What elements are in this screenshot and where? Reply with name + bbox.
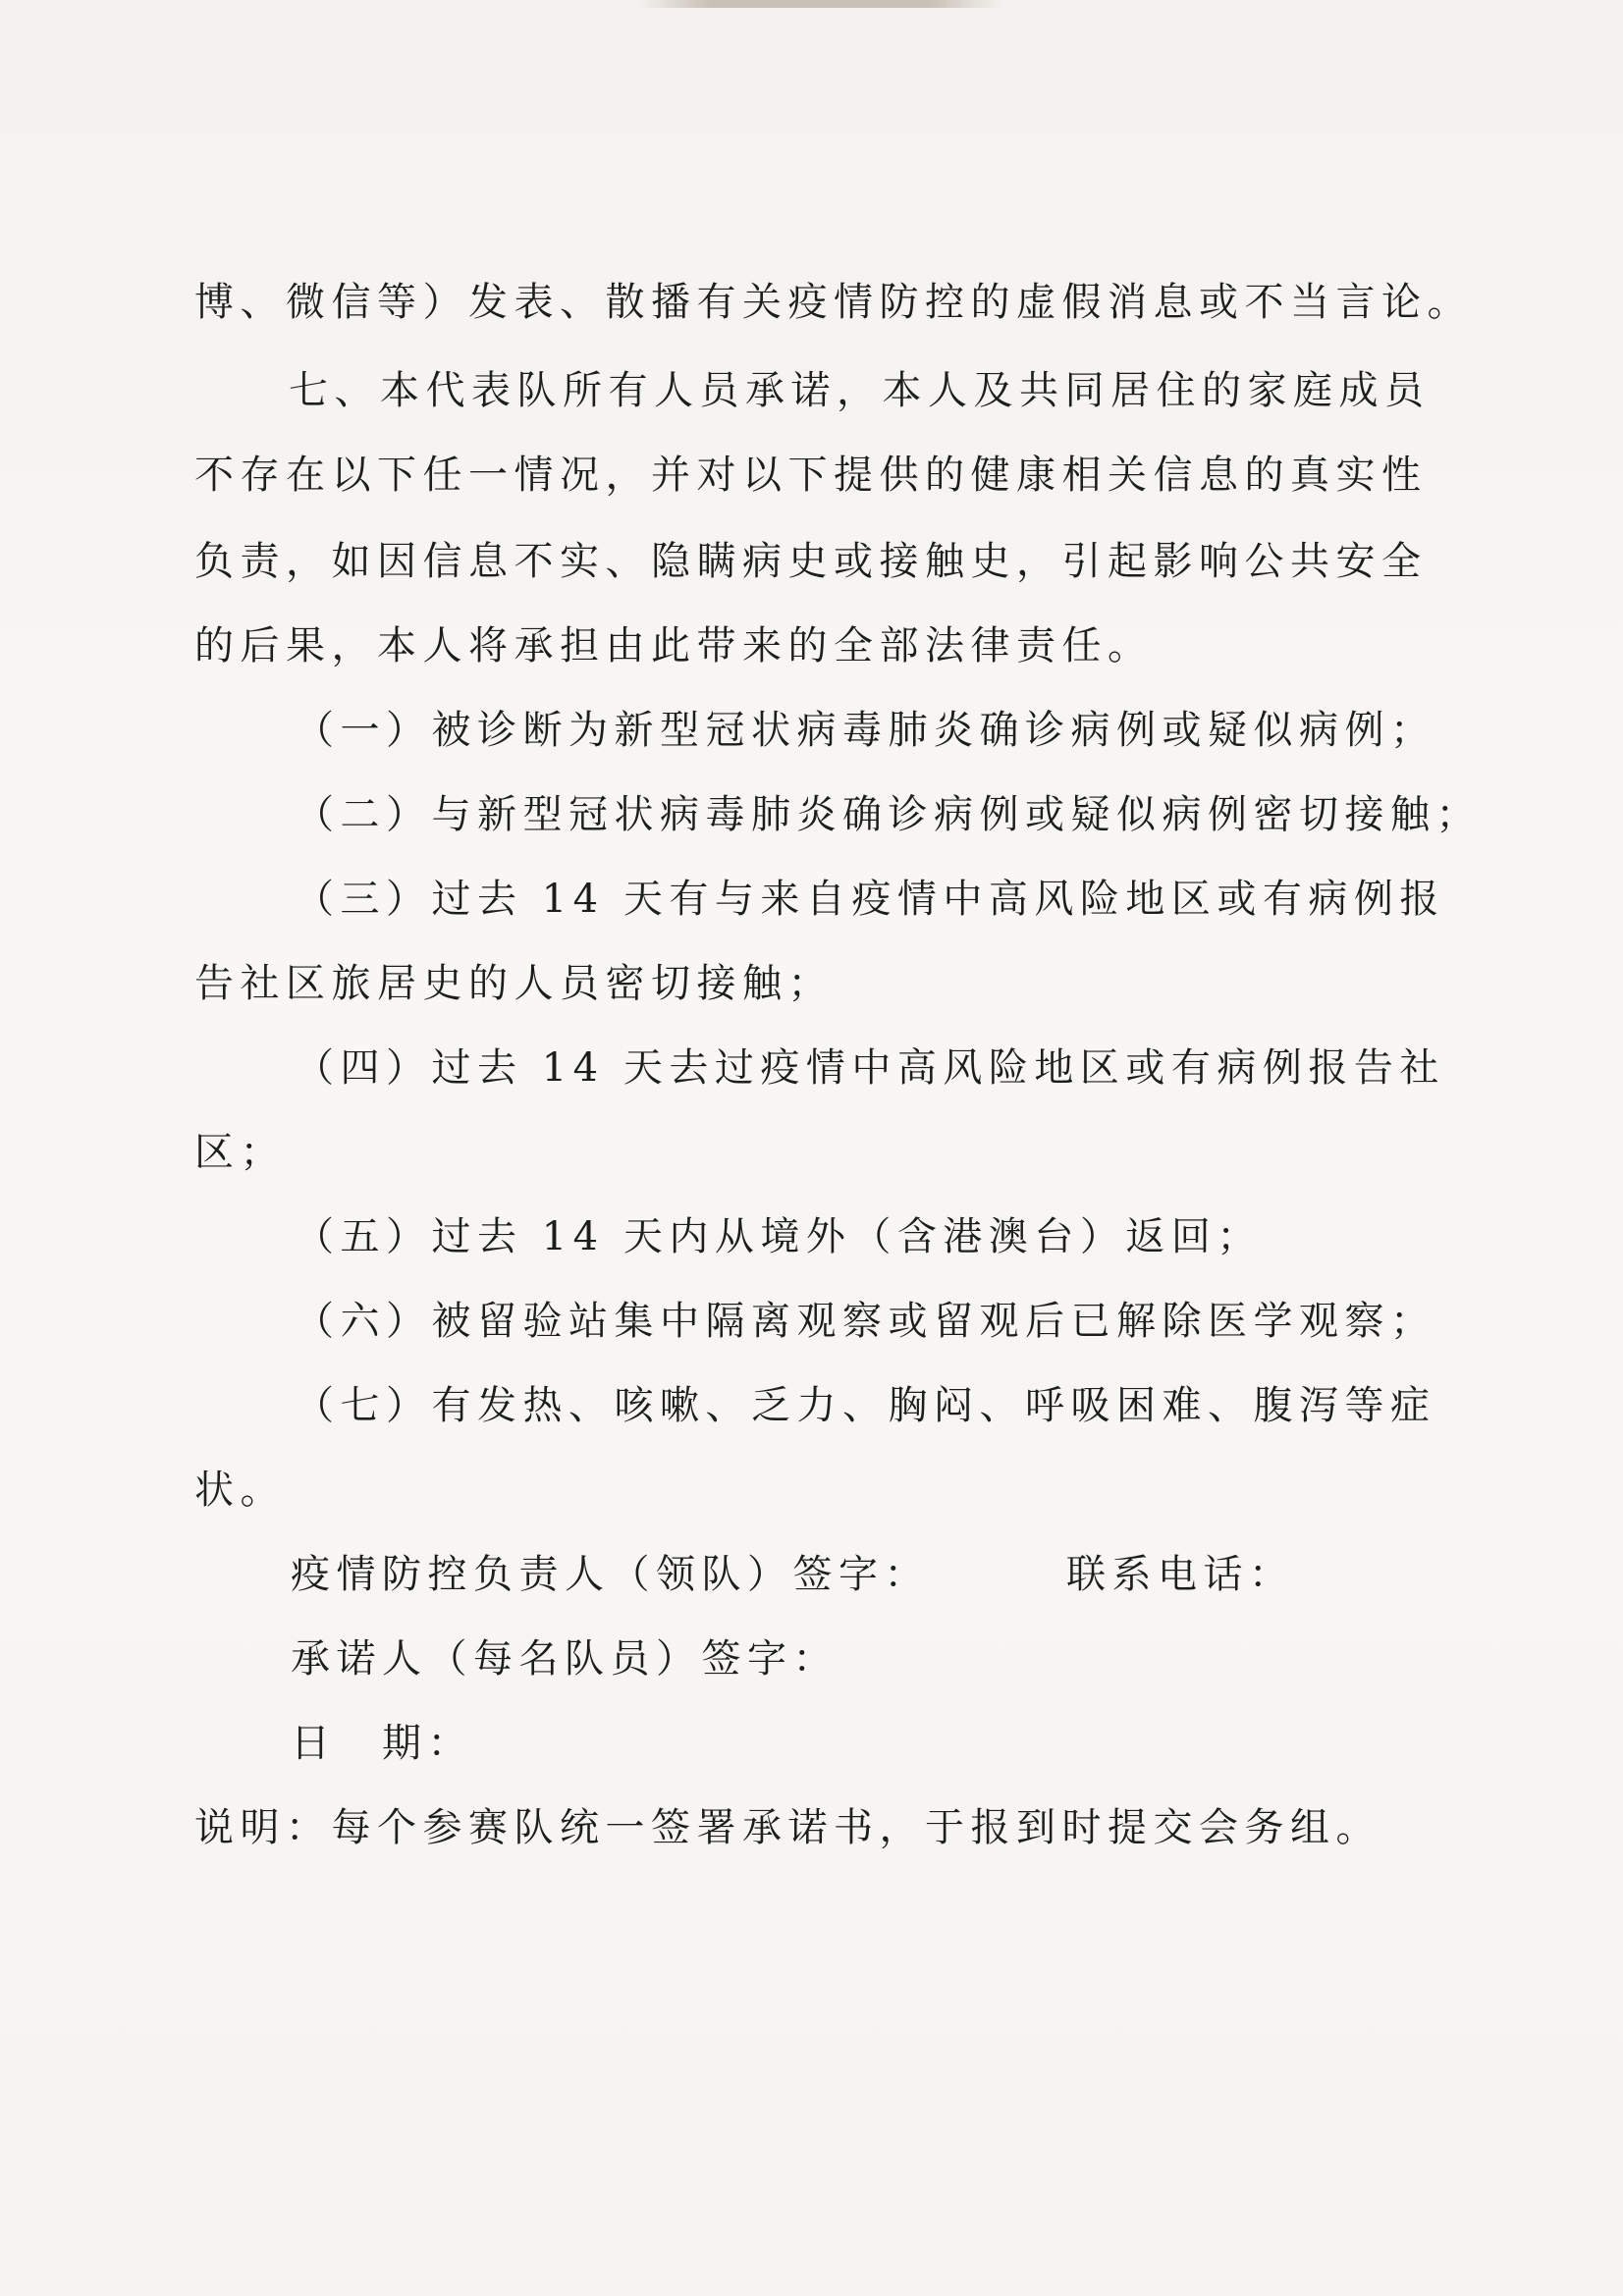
condition-7-line-2: 状。 [194,1468,286,1513]
text-line-3: 不存在以下任一情况，并对以下提供的健康相关信息的真实性 [194,453,1428,498]
condition-2: （二）与新型冠状病毒肺炎确诊病例或疑似病例密切接触； [295,792,1482,837]
condition-5: （五）过去 14 天内从境外（含港澳台）返回； [295,1214,1263,1259]
scan-edge-mark [638,0,1001,8]
condition-6: （六）被留验站集中隔离观察或留观后已解除医学观察； [295,1299,1436,1344]
text-line-4: 负责，如因信息不实、隐瞒病史或接触史，引起影响公共安全 [194,539,1428,584]
condition-4-line-2: 区； [194,1130,286,1175]
date-label: 日 期： [291,1721,473,1766]
condition-7-line-1: （七）有发热、咳嗽、乏力、胸闷、呼吸困难、腹泻等症 [295,1383,1436,1428]
condition-3-line-1: （三）过去 14 天有与来自疫情中高风险地区或有病例报 [295,877,1445,922]
note-text: 说明：每个参赛队统一签署承诺书，于报到时提交会务组。 [194,1805,1381,1850]
member-signature-label: 承诺人（每名队员）签字： [291,1636,839,1682]
leader-signature-label: 疫情防控负责人（领队）签字： [291,1552,930,1597]
phone-label: 联系电话： [1066,1552,1295,1597]
condition-1: （一）被诊断为新型冠状病毒肺炎确诊病例或疑似病例； [295,708,1436,753]
text-line-1: 博、微信等）发表、散播有关疫情防控的虚假消息或不当言论。 [194,280,1473,325]
condition-3-line-2: 告社区旅居史的人员密切接触； [194,961,834,1006]
condition-4-line-1: （四）过去 14 天去过疫情中高风险地区或有病例报告社 [295,1045,1445,1091]
text-line-5: 的后果，本人将承担由此带来的全部法律责任。 [194,623,1154,668]
text-line-2: 七、本代表队所有人员承诺，本人及共同居住的家庭成员 [289,368,1431,413]
